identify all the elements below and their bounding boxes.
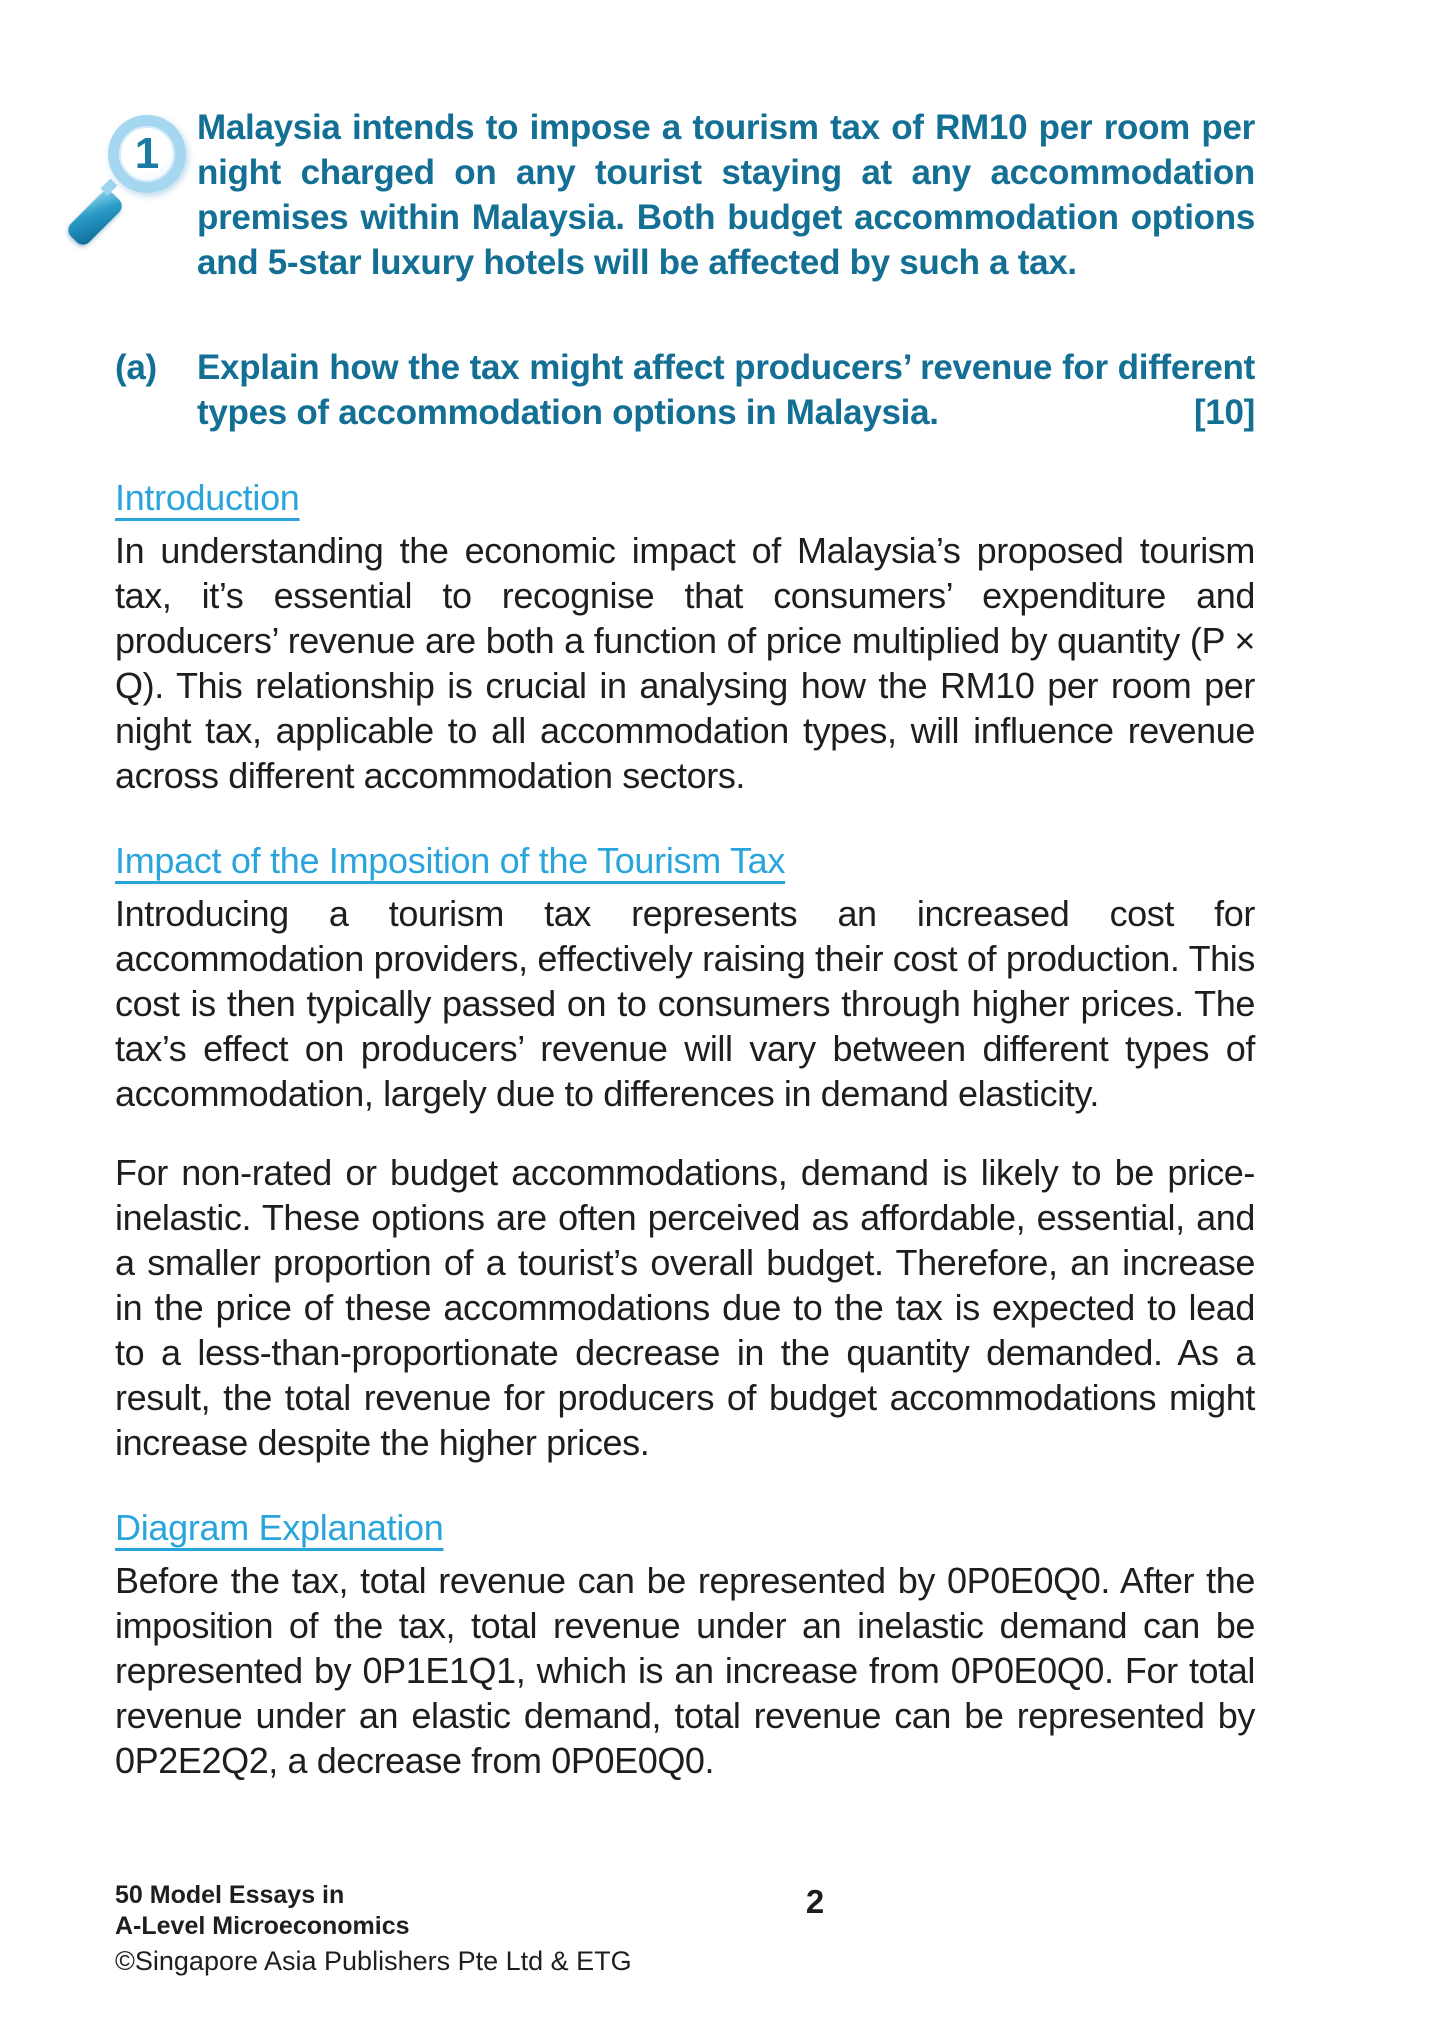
section-heading: Impact of the Imposition of the Tourism Tax bbox=[115, 840, 786, 881]
book-title-line1: 50 Model Essays in bbox=[115, 1881, 345, 1909]
question-part-text: Explain how the tax might affect producers’ revenue for different types of accommodation options in Malaysia. bbox=[197, 348, 1255, 432]
question-part-a bbox=[115, 345, 1255, 435]
book-title-line2: A-Level Microeconomics bbox=[115, 1912, 410, 1940]
section-paragraph: Before the tax, total revenue can be represented by 0P0E0Q0. After the imposition of the tax, total revenue under an inelastic demand can be represented by 0P1E1Q1, which is an increase from 0P0E0Q0. For total revenue under an elastic demand, total revenue can be represented by 0P2E2Q2, a decrease from 0P0E0Q0. bbox=[115, 1560, 1255, 1781]
section-heading: Diagram Explanation bbox=[115, 1507, 444, 1548]
question-number-badge: 1 bbox=[134, 129, 160, 178]
section-introduction bbox=[115, 475, 1255, 798]
section-impact-of-tax bbox=[115, 838, 1255, 1465]
section-diagram-explanation bbox=[115, 1505, 1255, 1783]
copyright-notice: ©Singapore Asia Publishers Pte Ltd & ETG bbox=[115, 1946, 632, 1976]
section-heading: Introduction bbox=[115, 477, 300, 518]
page-content bbox=[115, 105, 1255, 1817]
question-intro-text: Malaysia intends to impose a tourism tax of RM10 per room per night charged on any tourist staying at any accommodation premises within Malaysia. Both budget accommodation options and 5-star luxury hotels will be affected by such a tax. bbox=[197, 108, 1255, 282]
section-paragraph: Introducing a tourism tax represents an increased cost for accommodation providers, effectively raising their cost of production. This cost is then typically passed on to consumers through higher prices. The tax’s effect on producers’ revenue will vary between different types of accommodation, largely due to differences in demand elasticity. bbox=[115, 893, 1255, 1114]
marks-badge: [10] bbox=[1193, 393, 1255, 432]
section-paragraph: For non-rated or budget accommodations, demand is likely to be price-inelastic. These options are often perceived as affordable, essential, and a smaller proportion of a tourist’s overall budget. Therefore, an increase in the price of these accommodations due to the tax is expected to lead to a less-than-proportionate decrease in the quantity demanded. As a result, the total revenue for producers of budget accommodations might increase despite the higher prices. bbox=[115, 1152, 1255, 1463]
page-number: 2 bbox=[805, 1883, 825, 1920]
section-paragraph: In understanding the economic impact of Malaysia’s proposed tourism tax, it’s essential to recognise that consumers’ expenditure and producers’ revenue are both a function of price multiplied by quantity (P × Q). This relationship is crucial in analysing how the RM10 per room per night tax, applicable to all accommodation types, will influence revenue across different accommodation sectors. bbox=[115, 530, 1255, 796]
question-part-label: (a) bbox=[115, 348, 157, 387]
page-footer bbox=[115, 1880, 1255, 1977]
